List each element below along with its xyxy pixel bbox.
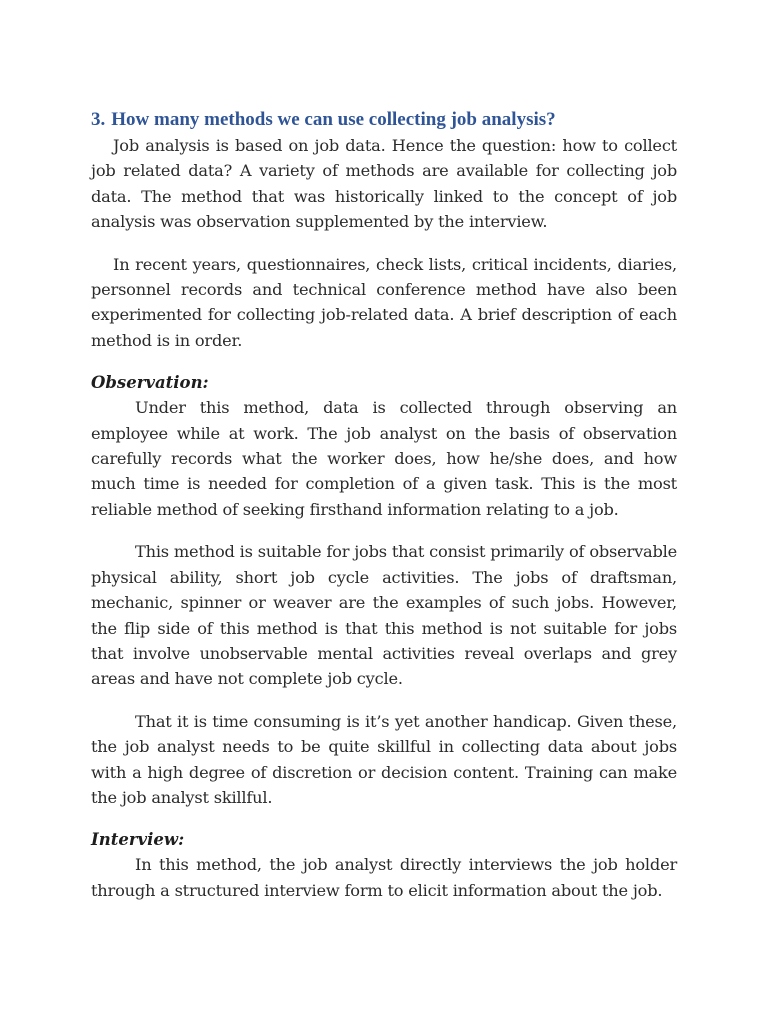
- intro-paragraph-2: In recent years, questionnaires, check lists, critical incidents, diaries, personnel records and technical conference method have also been experimented for collecting job-related data. A brief description of each method is in order.: [91, 254, 677, 350]
- section-heading: [91, 107, 677, 133]
- section-title: How many methods we can use collecting job analysis?: [111, 109, 556, 130]
- observation-heading: Observation:: [91, 373, 209, 393]
- section-number: 3.: [91, 109, 106, 130]
- intro-paragraph-1: Job analysis is based on job data. Hence the question: how to collect job related data? A variety of methods are available for collecting job data. The method that was historically linked to the concept of job analysis was observation supplemented by the interview.: [91, 136, 677, 232]
- observation-paragraph-3: That it is time consuming is it’s yet another handicap. Given these, the job analyst needs to be quite skillful in collecting data about jobs with a high degree of discretion or decision content. Training can make the job analyst skillful.: [91, 711, 677, 807]
- interview-paragraph-1: In this method, the job analyst directly interviews the job holder through a structured interview form to elicit information about the job.: [91, 855, 677, 900]
- document-page: [91, 107, 677, 903]
- observation-paragraph-1: Under this method, data is collected through observing an employee while at work. The job analyst on the basis of observation carefully records what the worker does, how he/she does, and how much time is needed for completion of a given task. This is the most reliable method of seeking firsthand information relating to a job.: [91, 398, 677, 519]
- interview-heading: Interview:: [91, 830, 185, 850]
- observation-paragraph-2: This method is suitable for jobs that consist primarily of observable physical ability, short job cycle activities. The jobs of draftsman, mechanic, spinner or weaver are the examples of such jobs. However, the flip side of this method is that this method is not suitable for jobs that involve unobservable mental activities reveal overlaps and grey areas and have not complete job cycle.: [91, 542, 677, 689]
